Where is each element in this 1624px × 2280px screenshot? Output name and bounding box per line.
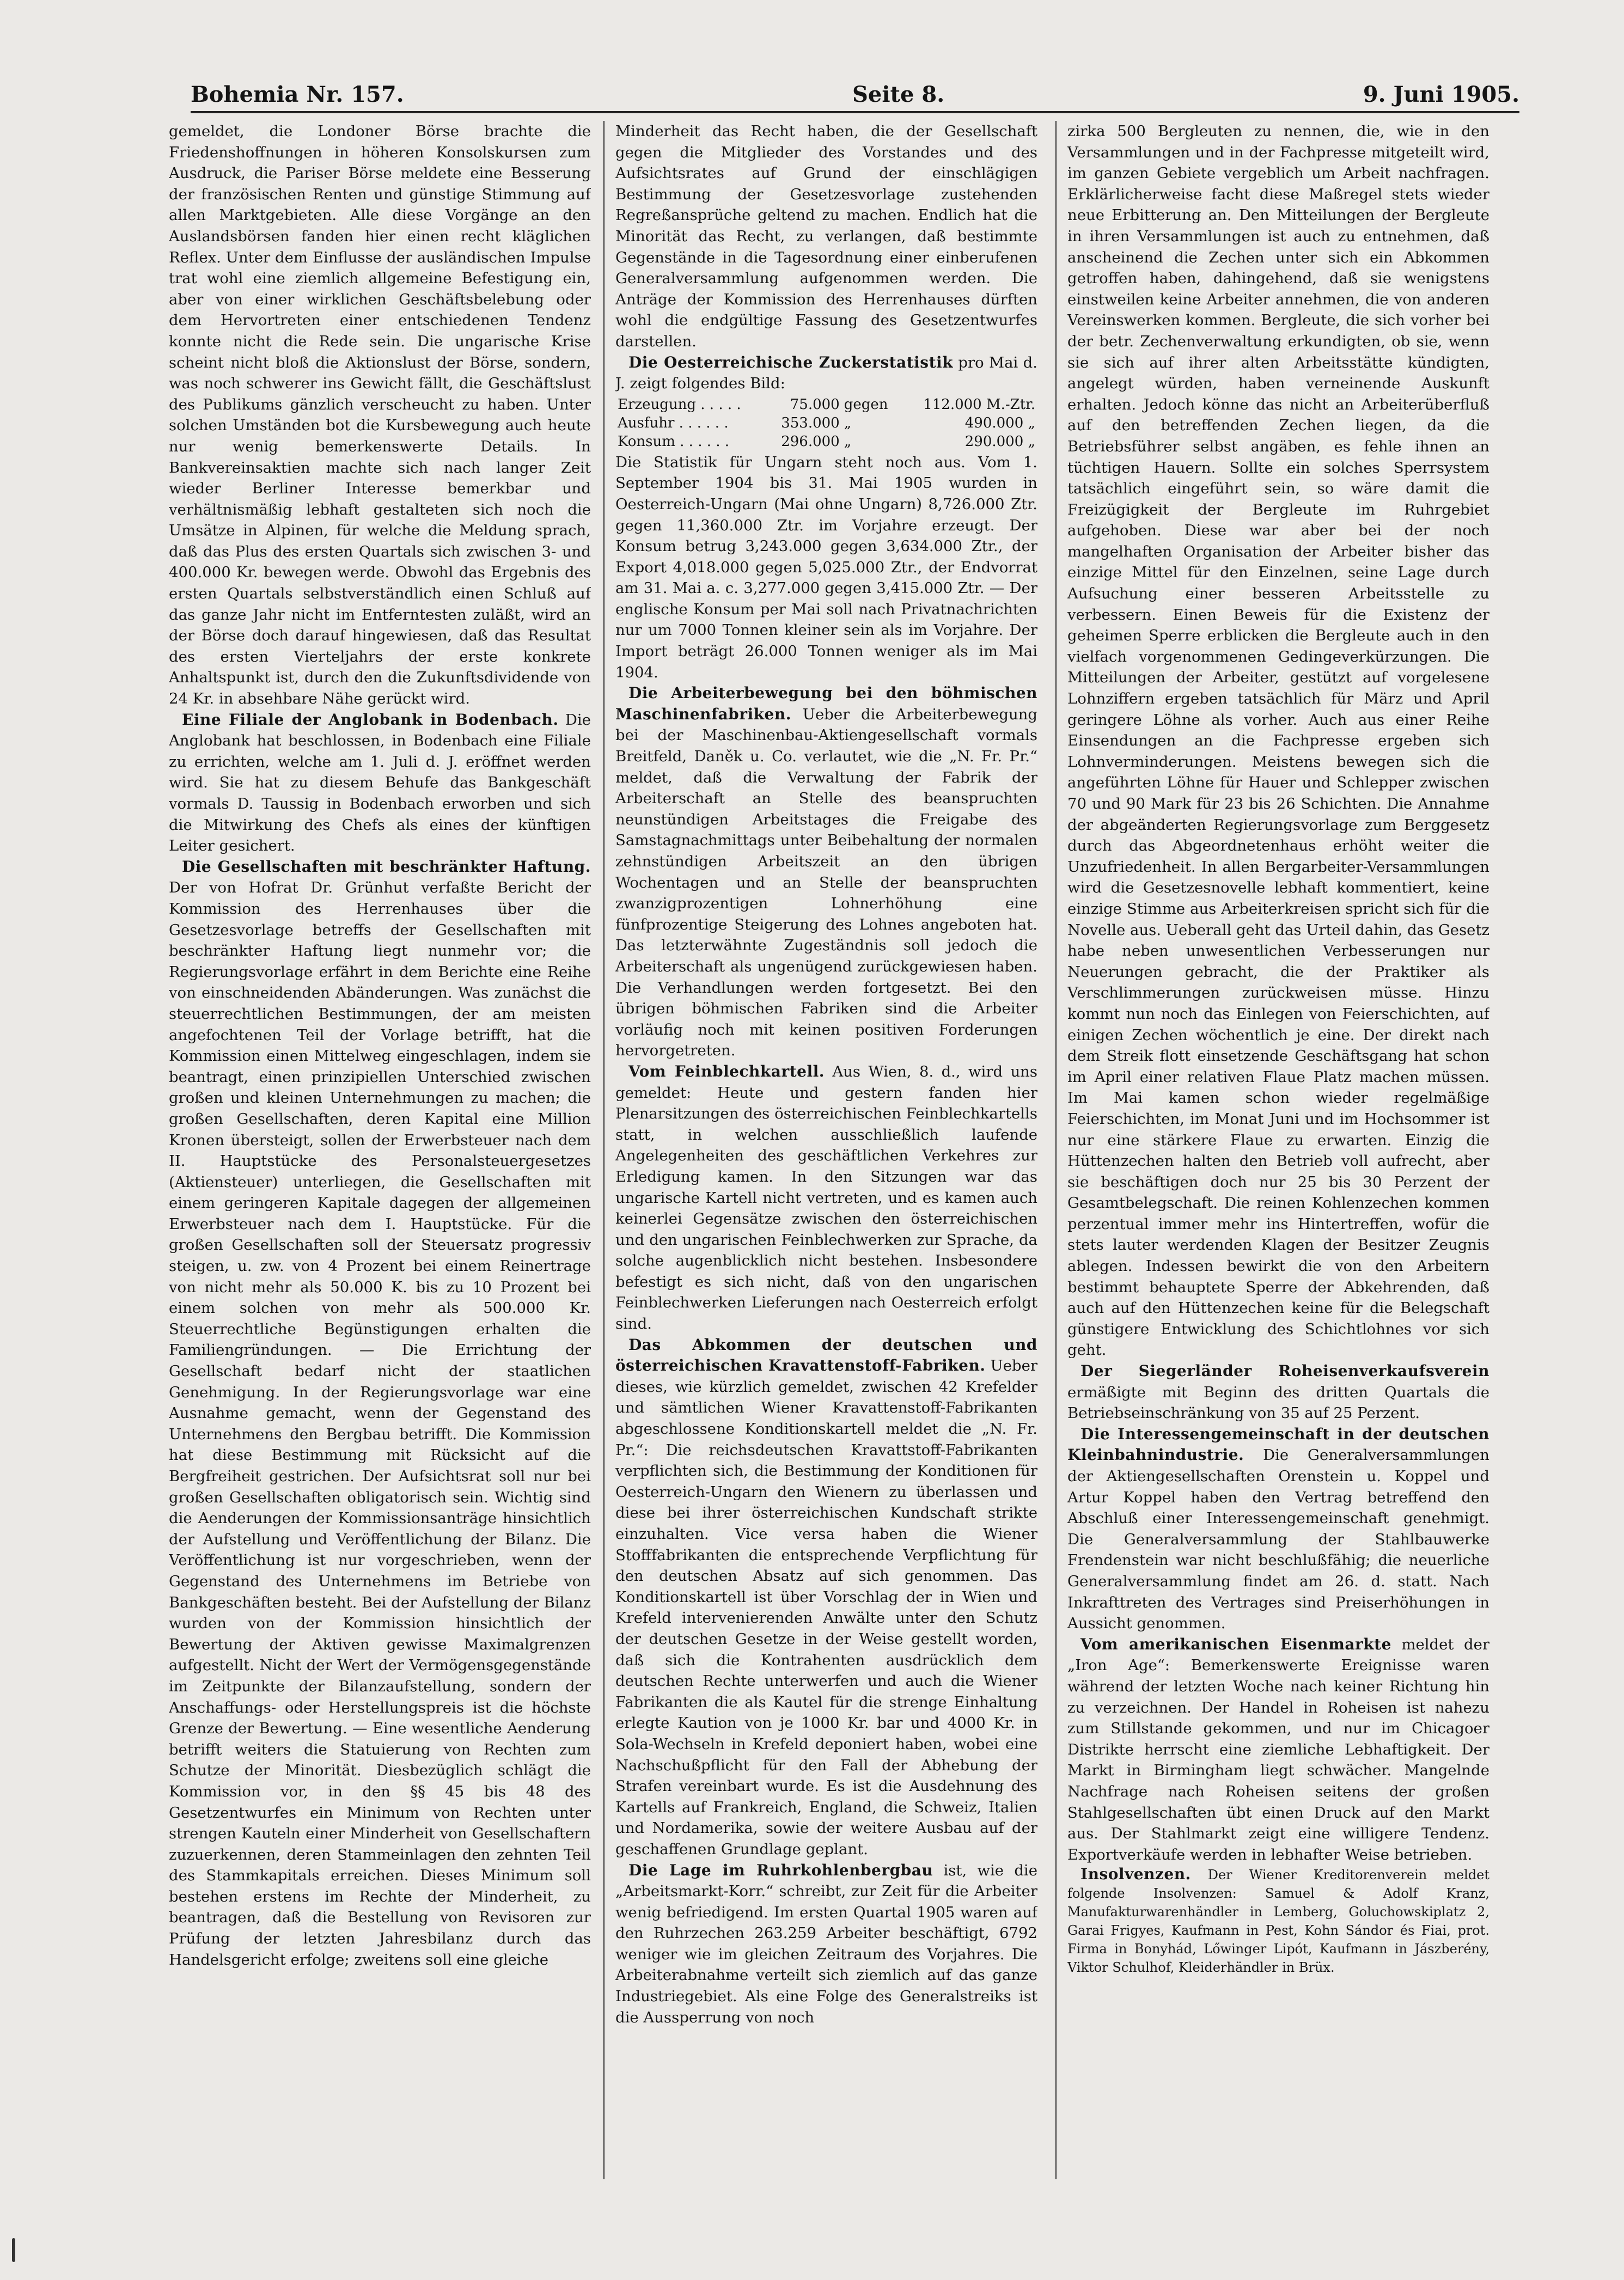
article [169,857,591,1970]
article-headline: Eine Filiale der Anglobank in Bodenbach. [182,710,559,729]
table-row [615,432,1037,451]
article-headline: Der Siegerländer Roheisenverkaufsverein [1080,1362,1489,1380]
article-body: ermäßigte mit Beginn des dritten Quartals die Betriebseinschränkung von 35 auf 25 Perzent. [1067,1383,1489,1422]
table-cell: Konsum . . . . . . [618,433,730,450]
column-1 [169,121,591,2179]
article-headline: Die Lage im Ruhrkohlenbergbau [628,1861,933,1879]
article-body: Der von Hofrat Dr. Grünhut verfaßte Bericht der Kommission des Herrenhauses über die Gesetzesvorlage betreffs der Gesellschaften mit beschränkter Haftung liegt nunmehr vor; die Regierungsvorlage erfährt in dem Berichte eine Reihe von einschneidenden Abänderungen. Was zunächst die steuerrechtlichen Bestimmungen, der am meisten angefochtenen Teil der Vorlage betrifft, hat die Kommission einen Mittelweg eingeschlagen, indem sie beantragt, einen prinzipiellen Unterschied zwischen großen und kleinen Unternehmungen zu machen; die großen Gesellschaften, deren Kapital eine Million Kronen übersteigt, sollen der Erwerbsteuer nach dem II. Hauptstücke des Personalsteuergesetzes (Aktiensteuer) unterliegen, die Gesellschaften mit einem geringeren Kapitale dagegen der allgemeinen Erwerbsteuer nach dem I. Hauptstücke. Für die großen Gesellschaften soll der Steuersatz progressiv steigen, u. zw. von 4 Prozent bei einem Reinertrage von nicht mehr als 50.000 K. bis zu 10 Prozent bei einem solchen von mehr als 500.000 Kr. Steuerrechtliche Begünstigungen erhalten die Familiengründungen. — Die Errichtung der Gesellschaft bedarf nicht der staatlichen Genehmigung. In der Regierungsvorlage war eine Ausnahme gemacht, wenn der Gegenstand des Unternehmens den Bergbau betrifft. Die Kommission hat diese Bestimmung mit Rücksicht auf die Bergfreiheit gestrichen. Der Aufsichtsrat soll nur bei großen Gesellschaften obligatorisch sein. Wichtig sind die Aenderungen der Kommissionsanträge hinsichtlich der Aufstellung und Veröffentlichung der Bilanz. Die Veröffentlichung ist nur vorgeschrieben, wenn der Gegenstand des Unternehmens im Betriebe von Bankgeschäften besteht. Bei der Aufstellung der Bilanz wurden von der Kommission hinsichtlich der Bewertung der Aktiven gewisse Maximalgrenzen aufgestellt. Nicht der Wert der Vermögensgegenstände im Zeitpunkte der Bilanzaufstellung, sondern der Anschaffungs- oder Herstellungspreis ist die höchste Grenze der Bewertung. — Eine wesentliche Aenderung betrifft weiters die Statuierung von Rechten zum Schutze der Minorität. Diesbezüglich schlägt die Kommission vor, in den §§ 45 bis 48 des Gesetzentwurfes ein Minimum von Rechten unter strengen Kauteln einer Minderheit von Gesellschaftern zuzuerkennen, deren Stammeinlagen den zehnten Teil des Stammkapitals erreichen. Dieses Minimum soll bestehen erstens im Rechte der Minderheit, zu beantragen, daß die Bestellung von Revisoren zur Prüfung der letzten Jahresbilanz durch das Handelsgericht erfolge; zweitens soll eine gleiche [169,879,591,1969]
article-body: Die Generalversammlungen der Aktiengesellschaften Orenstein u. Koppel und Artur Koppel haben den Vertrag betreffend den Abschluß einer Interessengemeinschaft genehmigt. Die Generalversammlung der Stahlbauwerke Frendenstein war nicht beschlußfähig; die neuerliche Generalversammlung findet am 26. d. statt. Nach Inkrafttreten des Vertrages sind Preiserhöhungen in Aussicht genommen. [1067,1446,1489,1633]
table-cell: gegen [844,396,888,413]
article [1067,1634,1489,1866]
table-row [615,414,1037,432]
article [1067,1361,1489,1424]
article [615,1335,1037,1860]
column-3 [1067,121,1489,2179]
margin-mark [12,2238,15,2262]
article-headline: Die Interessengemeinschaft in der deutschen Kleinbahnindustrie. [1067,1425,1489,1464]
header-page-number: Seite 8. [852,82,945,107]
article-body: Ueber dieses, wie kürzlich gemeldet, zwischen 42 Krefelder und sämtlichen Wiener Kravattenstoff-Fabrikanten abgeschlossene Konditionskartell meldet die „N. Fr. Pr.“: Die reichsdeutschen Kravattstoff-Fabrikanten verpflichten sich, die Bestimmung der Konditionen für Oesterreich-Ungarn den Wienern zu überlassen und diese bei ihrer österreichischen Kundschaft strikte einzuhalten. Vice versa haben die Wiener Stofffabrikanten die entsprechende Verpflichtung für den deutschen Absatz auf sich genommen. Das Konditionskartell ist über Vorschlag der in Wien und Krefeld intervenierenden Anwälte unter den Schutz der deutschen Gesetze in der Weise gestellt worden, daß sich die Kontrahenten ausdrücklich dem deutschen Rechte unterwerfen und auch die Wiener Fabrikanten die als Kautel für die strenge Einhaltung erlegte Kaution von je 1000 Kr. bar und 4000 Kr. in Sola-Wechseln in Krefeld deponiert haben, wobei eine Nachschußpflicht für den Fall der Abhebung der Strafen vereinbart wurde. Es ist die Ausdehnung des Kartells auf Frankreich, England, die Schweiz, Italien und Nordamerika, sowie der weitere Ausbau auf der geschaffenen Grundlage geplant. [615,1357,1037,1858]
article-headline: Insolvenzen. [1080,1865,1191,1884]
table-cell: „ [844,414,852,431]
article-headline: Die Gesellschaften mit beschränkter Haftung. [182,857,591,876]
column-divider [603,121,605,2179]
article-body: Die Anglobank hat beschlossen, in Bodenbach eine Filiale zu errichten, welche am 1. Juli d. J. eröffnet werden wird. Sie hat zu diesem Behufe das Bankgeschäft vormals D. Taussig in Bodenbach erworben und sich die Mitwirkung des Chefs als eines der künftigen Leiter gesichert. [169,711,591,855]
column-2 [615,121,1037,2179]
table-cell: Erzeugung . . . . . [618,396,741,413]
table-row [615,395,1037,414]
article [169,710,591,857]
article-headline: Die Arbeiterbewegung bei den böhmischen Maschinenfabriken. [615,684,1037,723]
paragraph: Die Statistik für Ungarn steht noch aus. Vom 1. September 1904 bis 31. Mai 1905 wurden in Oesterreich-Ungarn (Mai ohne Ungarn) 8,726.000 Ztr. gegen 11,360.000 Ztr. im Vorjahre erzeugt. Der Konsum betrug 3,243.000 gegen 3,634.000 Ztr., der Export 4,018.000 gegen 5,025.000 Ztr., der Endvorrat am 31. Mai a. c. 3,277.000 gegen 3,415.000 Ztr. — Der englische Konsum per Mai soll nach Privatnachrichten nur um 7000 Tonnen kleiner sein als im Vorjahre. Der Import beträgt 26.000 Tonnen weniger als im Mai 1904. [615,453,1037,681]
article-body: pro Mai d. J. zeigt folgendes Bild: [615,353,1037,393]
page-header [191,76,1519,114]
table-cell: 296.000 [781,433,840,450]
paragraph: Minderheit das Recht haben, die der Gesellschaft gegen die Mitglieder des Vorstandes und des Aufsichtsrates auf Grund der einschlägigen Bestimmung der Gesetzesvorlage zustehenden Regreßansprüche geltend zu machen. Endlich hat die Minorität das Recht, zu verlangen, daß bestimmte Gegenstände in die Tagesordnung einer einberufenen Generalversammlung aufgenommen werden. Die Anträge der Kommission des Herrenhauses dürften wohl die endgültige Fassung des Gesetzentwurfes darstellen. [615,123,1037,350]
article-headline: Die Oesterreichische Zuckerstatistik [628,353,954,371]
header-issue: Bohemia Nr. 157. [191,82,404,107]
article-body: meldet der „Iron Age“: Bemerkenswerte Ereignisse waren während der letzten Woche nach keiner Richtung hin zu verzeichnen. Der Handel in Roheisen ist nahezu zum Stillstande gekommen, und nur im Chicagoer Distrikte herrscht eine ziemliche Lebhaftigkeit. Der Markt in Birmingham liegt schwächer. Mangelnde Nachfrage nach Roheisen seitens der großen Stahlgesellschaften übt einen Druck auf den Markt aus. Der Stahlmarkt zeigt eine willigere Tendenz. Exportverkäufe werden in lebhafter Weise betrieben. [1067,1635,1489,1863]
article-headline: Vom Feinblechkartell. [628,1062,825,1080]
header-date: 9. Juni 1905. [1363,82,1519,107]
article [1067,1424,1489,1634]
table-cell: 290.000 „ [964,433,1035,450]
table-cell: 353.000 [781,414,840,431]
article-body: Aus Wien, 8. d., wird uns gemeldet: Heute und gestern fanden hier Plenarsitzungen des österreichischen Feinblechkartells statt, in welchen ausschließlich laufende Angelegenheiten des geschäftlichen Verkehres zur Erledigung kamen. In den Sitzungen war das ungarische Kartell nicht vertreten, und es kamen auch keinerlei Gegensätze zwischen den österreichischen und den ungarischen Feinblechwerken zur Sprache, da solche augenblicklich nicht bestehen. Insbesondere befestigt es sich nicht, daß von den ungarischen Feinblechwerken Lieferungen nach Oesterreich erfolgt sind. [615,1062,1037,1333]
table-cell: 112.000 M.-Ztr. [923,396,1035,413]
article-body: Der Wiener Kreditorenverein meldet folgende Insolvenzen: Samuel & Adolf Kranz, Manufakturwarenhändler in Lemberg, Goluchowskiplatz 2, Garai Frigyes, Kaufmann in Pest, Kohn Sándor és Fiai, prot. Firma in Bonyhád, Lőwinger Lipót, Kaufmann in Jászberény, Viktor Schulhof, Kleiderhändler in Brüx. [1067,1867,1489,1976]
table-cell: „ [844,433,852,450]
insolvency-notice [1067,1865,1489,1977]
article [615,683,1037,1061]
article-body: Ueber die Arbeiterbewegung bei der Maschinenbau-Aktiengesellschaft vormals Breitfeld, Daněk u. Co. verlautet, wie die „N. Fr. Pr.“ meldet, daß die Verwaltung der Fabrik der Arbeiterschaft an Stelle des beanspruchten neunstündigen Arbeitstages die Freigabe des Samstagnachmittags unter Beibehaltung der normalen zehnstündigen Arbeitszeit an den übrigen Wochentagen und an Stelle der beanspruchten zwanzigprozentigen Lohnerhöhung eine fünfprozentige Steigerung des Lohnes angeboten hat. Das letzterwähnte Zugeständnis soll jedoch die Arbeiterschaft als ungenügend zurückgewiesen haben. Die Verhandlungen werden fortgesetzt. Bei den übrigen böhmischen Fabriken sind die Arbeiter vorläufig noch mit keinen positiven Forderungen hervorgetreten. [615,705,1037,1060]
header-rule [191,111,1519,113]
article [615,1061,1037,1335]
table-cell: Ausfuhr . . . . . . [618,414,729,431]
article-body: ist, wie die „Arbeitsmarkt-Korr.“ schreibt, zur Zeit für die Arbeiter wenig befriedigend. Im ersten Quartal 1905 waren auf den Ruhrzechen 263.259 Arbeiter beschäftigt, 6792 weniger wie im gleichen Zeitraum des Vorjahres. Die Arbeiterabnahme verteilt sich ziemlich auf das ganze Industriegebiet. Als eine Folge des Generalstreiks ist die Aussperrung von noch [615,1861,1037,2026]
paragraph: zirka 500 Bergleuten zu nennen, die, wie in den Versammlungen und in der Fachpresse mitgeteilt wird, im ganzen Gebiete vergeblich um Arbeit nachfragen. Erklärlicherweise facht diese Maßregel stets wieder neue Erbitterung an. Den Mitteilungen der Bergleute in ihren Versammlungen ist auch zu entnehmen, daß anscheinend die Zechen unter sich ein Abkommen getroffen haben, dahingehend, daß sie wenigstens einstweilen keine Arbeiter annehmen, die von anderen Vereinswerken kommen. Bergleute, die sich vorher bei der betr. Zechenverwaltung erkundigten, ob sie, wenn sie sich auf ihrer alten Arbeitsstätte kündigten, angelegt würden, haben verneinende Auskunft erhalten. Jedoch könne das nicht an Arbeiterüberfluß auf den betreffenden Zechen liegen, da die Betriebsführer selbst angäben, es fehle ihnen an tüchtigen Hauern. Sollte ein solches Sperrsystem tatsächlich eingeführt sein, so wäre damit die Freizügigkeit der Bergleute im Ruhrgebiet aufgehoben. Diese war aber bei der noch mangelhaften Organisation der Arbeiter bisher das einzige Mittel für den Einzelnen, seine Lage durch Aufsuchung einer besseren Arbeitsstelle zu verbessern. Einen Beweis für die Existenz der geheimen Sperre erblicken die Bergleute auch in den vielfach vorgenommenen Gedingeverkürzungen. Die Mitteilungen der Arbeiter, gestützt auf vorgelesene Lohnziffern ergeben tatsächlich für März und April geringere Löhne als vorher. Auch aus einer Reihe Einsendungen an die Fachpresse ergeben sich Lohnverminderungen. Meistens bewegen sich die angeführten Löhne für Hauer und Schlepper zwischen 70 und 90 Mark für 23 bis 26 Schichten. Die Annahme der abgeänderten Regierungsvorlage zum Berggesetz durch das Abgeordnetenhaus erhöht weiter die Unzufriedenheit. In allen Bergarbeiter-Versammlungen wird die Gesetzesnovelle lebhaft kommentiert, keine einzige Stimme aus Arbeiterkreisen spricht sich für die Novelle aus. Ueberall geht das Urteil dahin, das Gesetz habe neben unwesentlichen Verbesserungen nur Neuerungen gebracht, die der Praktiker als Verschlimmerungen zurückweisen müsse. Hinzu kommt nun noch das Einlegen von Feierschichten, auf einigen Zechen wöchentlich je eine. Der direkt nach dem Streik flott einsetzende Geschäftsgang hat schon im April einer relativen Flaue Platz machen müssen. Im Mai kamen schon wieder regelmäßige Feierschichten, im Monat Juni und im Hochsommer ist nur eine stärkere Flaue zu erwarten. Einzig die Hüttenzechen halten den Betrieb voll aufrecht, aber sie beschäftigen doch nur 25 bis 30 Perzent der Gesamtbelegschaft. Die reinen Kohlenzechen kommen perzentual immer mehr ins Hintertreffen, wofür die stets lauter werdenden Klagen der Besitzer Zeugnis ablegen. Indessen bewirkt die von den Arbeitern bestimmt behauptete Sperre der Abkehrenden, daß auch auf den Hüttenzechen keine für die Belegschaft günstigere Entwicklung des Schichtlohnes vor sich geht. [1067,123,1489,1359]
newspaper-page [147,76,1530,2184]
article [615,352,1037,394]
table-cell: 490.000 „ [964,414,1035,431]
article [615,1860,1037,2028]
paragraph: gemeldet, die Londoner Börse brachte die Friedenshoffnungen in höheren Konsolskursen zum Ausdruck, die Pariser Börse meldete eine Besserung der französischen Renten und günstige Stimmung auf allen Marktgebieten. Alle diese Vorgänge an den Auslandsbörsen fanden hier einen recht kläglichen Reflex. Unter dem Einflusse der ausländischen Impulse trat wohl eine ziemlich allgemeine Befestigung ein, aber von einer wirklichen Geschäftsbelebung oder dem Hervortreten einer entschiedenen Tendenz konnte nicht die Rede sein. Die ungarische Krise scheint nicht bloß die Aktionslust der Börse, sondern, was noch schwerer ins Gewicht fällt, die Geschäftslust des Publikums gänzlich verscheucht zu haben. Unter solchen Umständen bot die Kursbewegung auch heute nur wenig bemerkenswerte Details. In Bankvereinsaktien machte sich nach langer Zeit wieder Berliner Interesse bemerkbar und verhältnismäßig lebhaft gestalteten sich noch die Umsätze in Alpinen, für welche die Meldung sprach, daß das Plus des ersten Quartals sich zwischen 3- und 400.000 Kr. bewegen werde. Obwohl das Ergebnis des ersten Quartals selbstverständlich einen Schluß auf das ganze Jahr nicht im Entferntesten zuläßt, wird an der Börse doch darauf hingewiesen, daß das Resultat des ersten Vierteljahrs der erste konkrete Anhaltspunkt ist, durch den die Zukunftsdividende von 24 Kr. in absehbare Nähe gerückt wird. [169,123,591,708]
statistics-table [615,395,1037,451]
table-cell: 75.000 [790,396,840,413]
column-divider [1055,121,1057,2179]
article-headline: Vom amerikanischen Eisenmarkte [1080,1635,1391,1653]
article-headline: Das Abkommen der deutschen und österreichischen Kravattenstoff-Fabriken. [615,1335,1037,1375]
